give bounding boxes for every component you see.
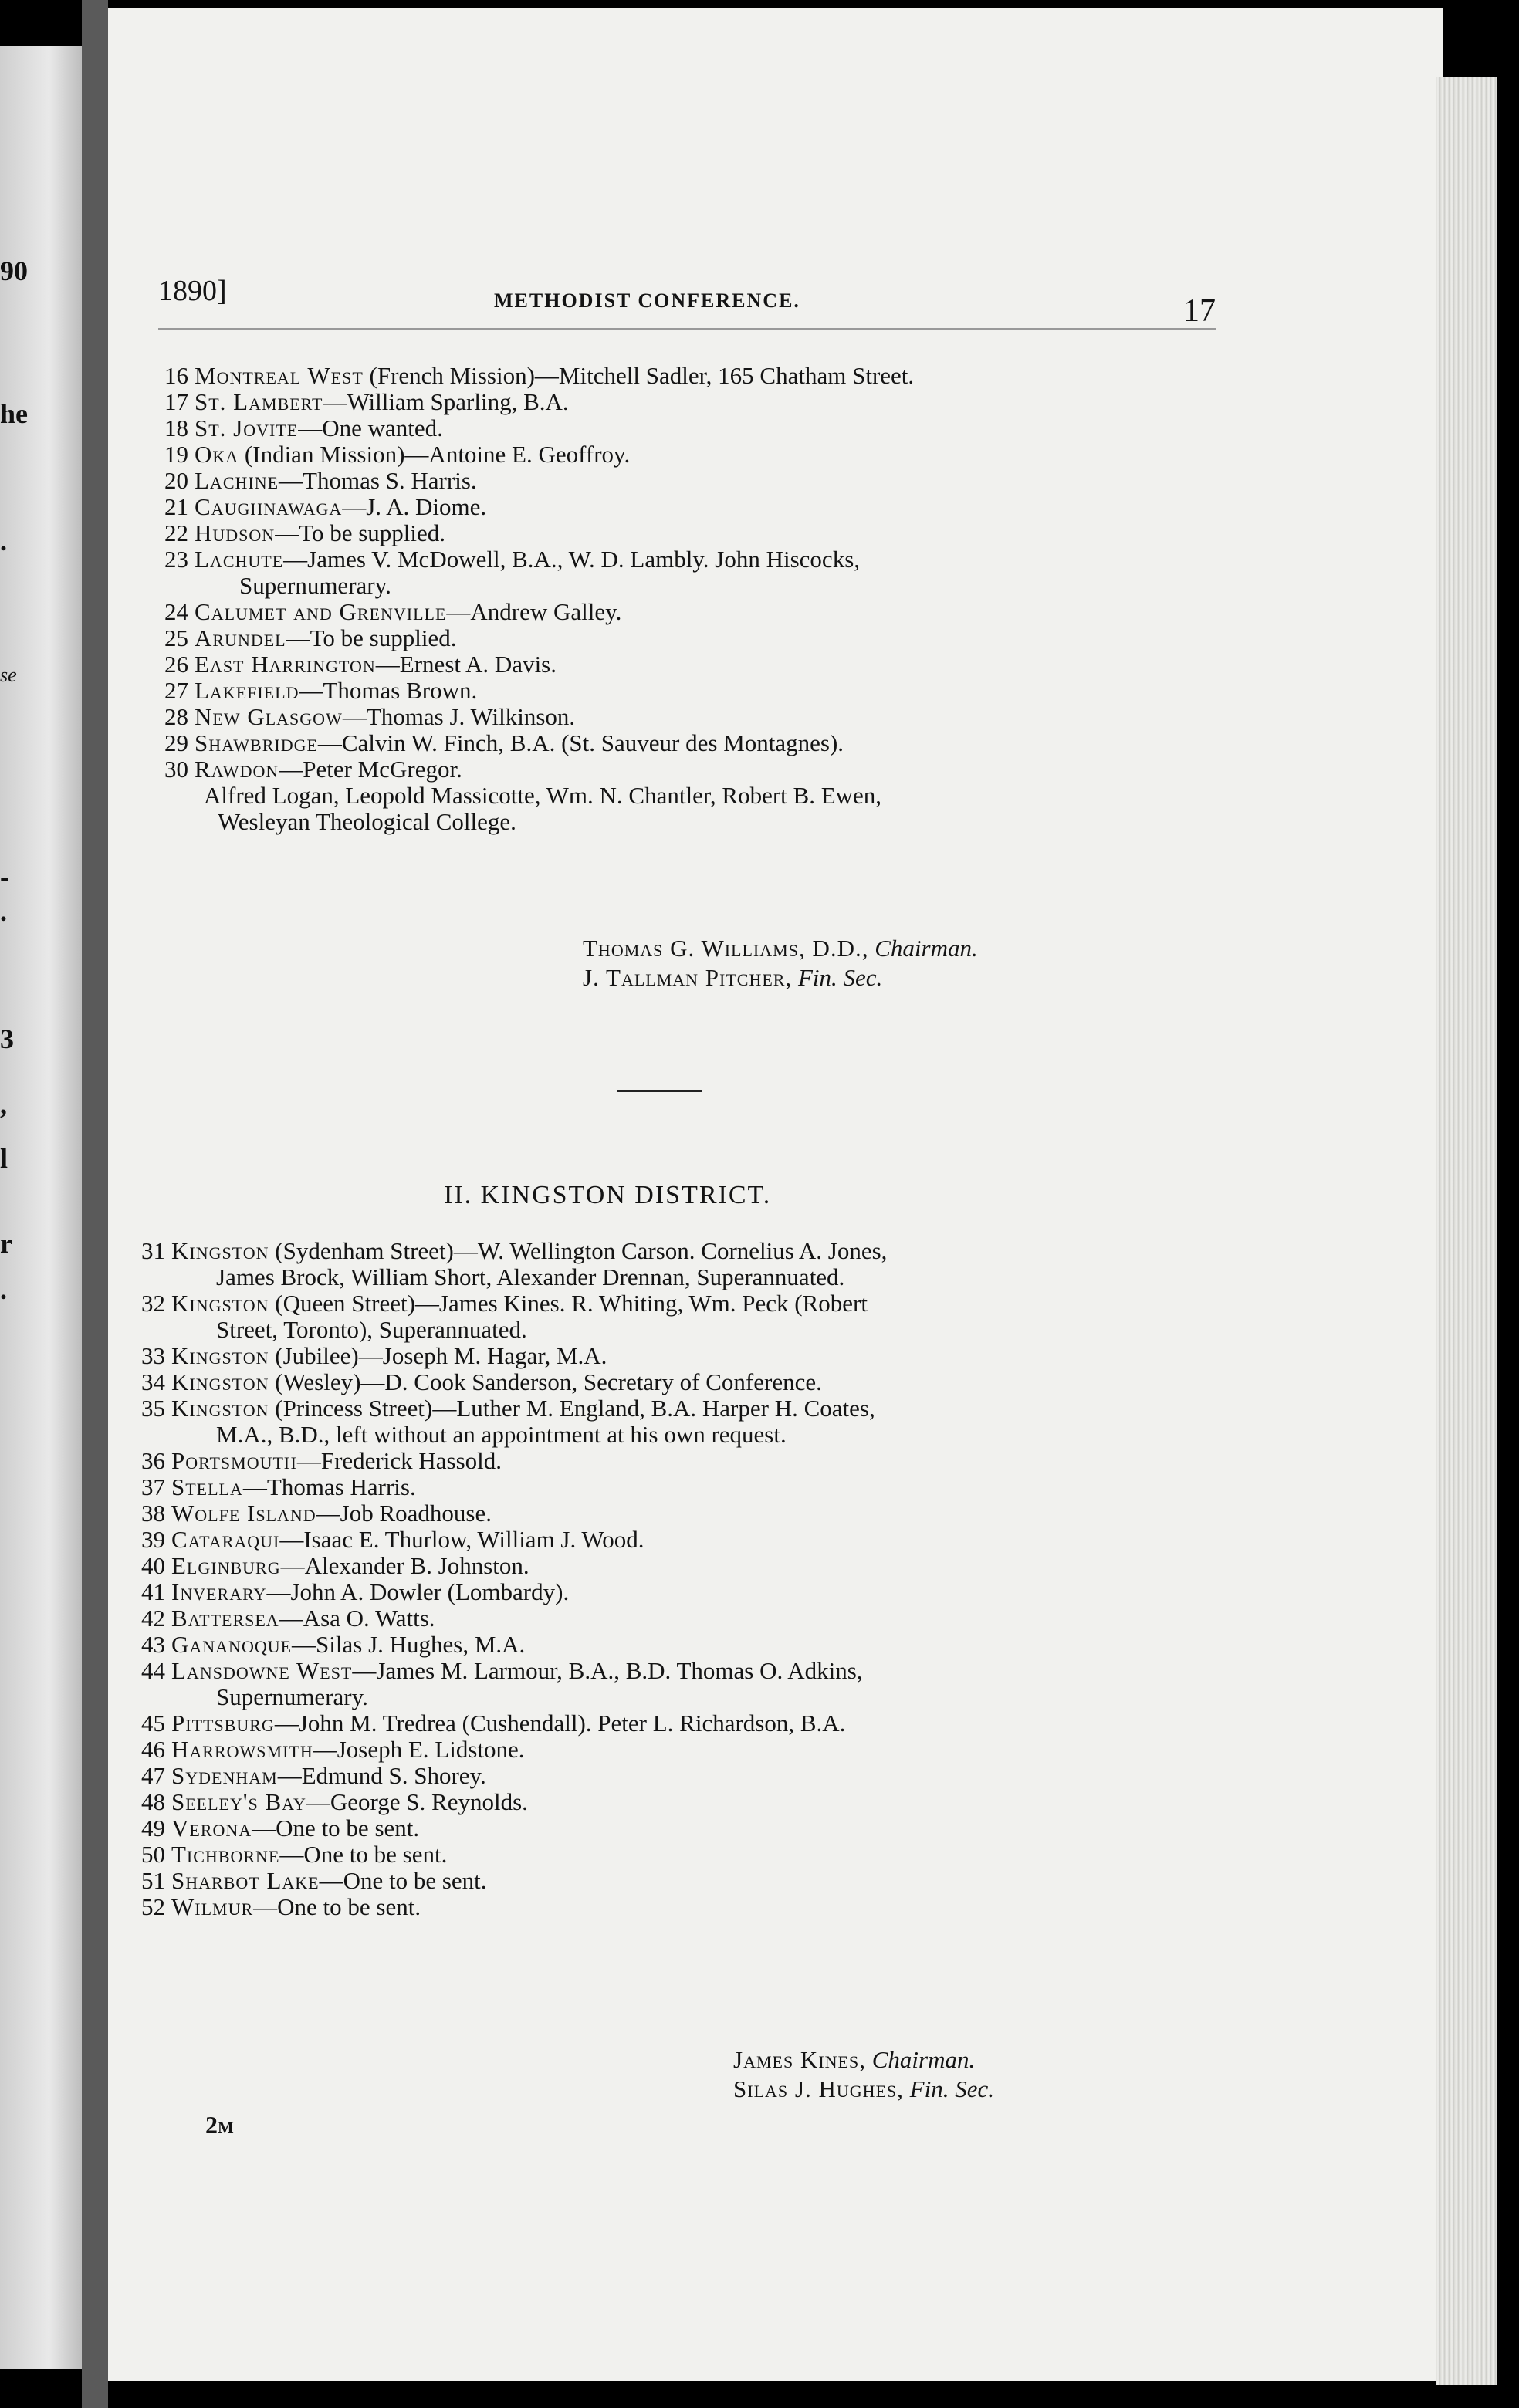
entry-place: Elginburg <box>171 1552 281 1579</box>
montreal-signatures <box>583 934 978 993</box>
signatory-name: Silas J. Hughes, <box>733 2075 904 2102</box>
entry-place: Inverary <box>171 1578 267 1605</box>
entry-number: 46 <box>141 1736 165 1763</box>
entry-place: Montreal West <box>195 362 364 389</box>
signatory-name: J. Tallman Pitcher, <box>583 964 793 991</box>
entry-number: 28 <box>164 703 188 730</box>
entry-number: 37 <box>141 1473 165 1500</box>
entry-text: —Andrew Galley. <box>446 598 622 625</box>
circuit-entry <box>131 1658 1196 1710</box>
entry-number: 32 <box>141 1290 165 1317</box>
circuit-entry <box>154 389 1220 415</box>
entry-place: Kingston <box>171 1237 269 1264</box>
entry-number: 50 <box>141 1841 165 1868</box>
circuit-entry <box>154 520 1220 546</box>
entry-number: 45 <box>141 1710 165 1737</box>
entry-place: St. Jovite <box>195 414 299 441</box>
signatory-name: James Kines, <box>733 2046 866 2073</box>
note-line: Wesleyan Theological College. <box>218 808 516 835</box>
entry-place: Lachine <box>195 467 279 494</box>
entry-place: Stella <box>171 1473 243 1500</box>
entry-number: 38 <box>141 1500 165 1527</box>
entry-place: Rawdon <box>195 756 279 783</box>
entry-number: 30 <box>164 756 188 783</box>
entry-text: —J. A. Diome. <box>342 493 487 520</box>
circuit-entry <box>154 363 1220 389</box>
signature-mark-letter: M <box>218 2118 234 2137</box>
fragment-text: . <box>0 526 7 556</box>
entry-text: —John M. Tredrea (Cushendall). Peter L. Richardson, B.A. <box>274 1710 846 1737</box>
entry-number: 20 <box>164 467 188 494</box>
fragment-text: he <box>0 398 28 429</box>
entry-place: Sharbot Lake <box>171 1867 320 1894</box>
entry-number: 35 <box>141 1395 165 1422</box>
entry-number: 18 <box>164 414 188 441</box>
entry-number: 34 <box>141 1368 165 1395</box>
entry-text: —Job Roadhouse. <box>316 1500 492 1527</box>
circuit-entry <box>131 1527 1196 1553</box>
circuit-entry <box>131 1343 1196 1369</box>
entry-place: Arundel <box>195 624 286 651</box>
entry-number: 33 <box>141 1342 165 1369</box>
entry-continuation: James Brock, William Short, Alexander Drennan, Superannuated. <box>216 1263 845 1290</box>
note-line: Alfred Logan, Leopold Massicotte, Wm. N. Chantler, Robert B. Ewen, <box>204 782 882 809</box>
signature-line <box>733 2045 994 2075</box>
circuit-entry <box>131 1605 1196 1632</box>
circuit-entry <box>131 1789 1196 1815</box>
circuit-entry <box>154 494 1220 520</box>
entry-place: Shawbridge <box>195 729 318 756</box>
entry-number: 43 <box>141 1631 165 1658</box>
circuit-entry <box>131 1815 1196 1842</box>
circuit-entry <box>154 441 1220 468</box>
signatory-name: Thomas G. Williams, D.D., <box>583 935 869 962</box>
entry-place: Gananoque <box>171 1631 293 1658</box>
entry-text: —One to be sent. <box>253 1893 421 1920</box>
entry-text: —James V. McDowell, B.A., W. D. Lambly. John Hiscocks, <box>283 546 861 573</box>
signature-line <box>733 2075 994 2104</box>
circuit-entry <box>131 1500 1196 1527</box>
entry-number: 48 <box>141 1788 165 1815</box>
entry-text: —One to be sent. <box>319 1867 487 1894</box>
entry-text: —Frederick Hassold. <box>296 1447 502 1474</box>
page-number: 17 <box>1183 293 1216 329</box>
entry-text: —One to be sent. <box>279 1841 448 1868</box>
entry-text: —Calvin W. Finch, B.A. (St. Sauveur des Montagnes). <box>317 729 844 756</box>
entry-text: —Thomas J. Wilkinson. <box>342 703 576 730</box>
circuit-entry <box>154 625 1220 651</box>
circuit-entry <box>131 1868 1196 1894</box>
entry-text: —John A. Dowler (Lombardy). <box>266 1578 570 1605</box>
entry-place: Seeley's Bay <box>171 1788 306 1815</box>
entry-text: —One wanted. <box>298 414 443 441</box>
entry-number: 21 <box>164 493 188 520</box>
signature-line <box>583 963 978 993</box>
circuit-entry <box>154 704 1220 730</box>
entry-text: —To be supplied. <box>286 624 457 651</box>
section-title: II. KINGSTON DISTRICT. <box>444 1181 772 1209</box>
entry-number: 47 <box>141 1762 165 1789</box>
entry-place: Caughnawaga <box>195 493 343 520</box>
circuit-entry <box>131 1763 1196 1789</box>
circuit-entry <box>131 1842 1196 1868</box>
circuit-entry <box>154 730 1220 756</box>
entry-number: 31 <box>141 1237 165 1264</box>
fragment-text: l <box>0 1143 8 1174</box>
entry-text: (Queen Street)—James Kines. R. Whiting, Wm. Peck (Robert <box>269 1290 868 1317</box>
fragment-text: - <box>0 861 9 892</box>
circuit-entry <box>154 651 1220 678</box>
entry-continuation: Street, Toronto), Superannuated. <box>216 1316 527 1343</box>
entry-continuation: Supernumerary. <box>239 572 391 599</box>
entry-text: —James M. Larmour, B.A., B.D. Thomas O. Adkins, <box>352 1657 863 1684</box>
signatory-role: Chairman. <box>871 2046 976 2073</box>
entry-place: Lachute <box>195 546 284 573</box>
circuit-entry <box>131 1710 1196 1737</box>
header-year: 1890] <box>158 275 227 307</box>
circuit-entry <box>131 1395 1196 1448</box>
signature-line <box>583 934 978 963</box>
circuit-entry <box>131 1448 1196 1474</box>
college-note <box>154 783 1220 835</box>
entry-place: St. Lambert <box>195 388 323 415</box>
entry-text: —To be supplied. <box>275 519 446 546</box>
circuit-entry <box>154 415 1220 441</box>
entry-continuation: M.A., B.D., left without an appointment at his own request. <box>216 1421 787 1448</box>
entry-number: 29 <box>164 729 188 756</box>
entry-text: —Peter McGregor. <box>279 756 462 783</box>
signature-mark-digit: 2 <box>205 2111 218 2139</box>
circuit-entry <box>131 1632 1196 1658</box>
entry-place: Cataraqui <box>171 1526 280 1553</box>
entry-number: 41 <box>141 1578 165 1605</box>
fragment-text: r <box>0 1228 12 1259</box>
entry-text: (Jubilee)—Joseph M. Hagar, M.A. <box>269 1342 607 1369</box>
entry-place: Hudson <box>195 519 276 546</box>
kingston-entries <box>131 1238 1196 1920</box>
entry-text: —Thomas S. Harris. <box>279 467 477 494</box>
entry-number: 39 <box>141 1526 165 1553</box>
entry-continuation: Supernumerary. <box>216 1683 368 1710</box>
fragment-text: , <box>0 1089 7 1120</box>
circuit-entry <box>131 1369 1196 1395</box>
entry-place: Kingston <box>171 1368 269 1395</box>
entry-text: —Ernest A. Davis. <box>375 651 557 678</box>
entry-place: Lansdowne West <box>171 1657 353 1684</box>
entry-text: —Thomas Harris. <box>242 1473 416 1500</box>
entry-place: Harrowsmith <box>171 1736 313 1763</box>
fragment-text: . <box>0 1274 7 1305</box>
entry-text: —Silas J. Hughes, M.A. <box>292 1631 526 1658</box>
printer-signature-mark <box>205 2111 234 2139</box>
header-title: METHODIST CONFERENCE. <box>494 289 800 312</box>
entry-number: 51 <box>141 1867 165 1894</box>
circuit-entry <box>131 1579 1196 1605</box>
circuit-entry <box>154 468 1220 494</box>
entry-text: (Wesley)—D. Cook Sanderson, Secretary of Conference. <box>269 1368 822 1395</box>
circuit-entry <box>154 599 1220 625</box>
entry-place: Battersea <box>171 1605 279 1632</box>
entry-place: Wolfe Island <box>171 1500 316 1527</box>
entry-text: (French Mission)—Mitchell Sadler, 165 Chatham Street. <box>363 362 915 389</box>
entry-number: 27 <box>164 677 188 704</box>
entry-place: Wilmur <box>171 1893 254 1920</box>
entry-text: —One to be sent. <box>252 1814 420 1842</box>
fragment-text: 90 <box>0 255 28 286</box>
entry-place: New Glasgow <box>195 703 343 730</box>
circuit-entry <box>154 678 1220 704</box>
entry-number: 24 <box>164 598 188 625</box>
circuit-entry <box>131 1290 1196 1343</box>
entry-number: 25 <box>164 624 188 651</box>
fragment-text: se <box>0 664 17 686</box>
signatory-role: Chairman. <box>875 935 978 962</box>
circuit-entry <box>131 1238 1196 1290</box>
entry-place: Calumet and Grenville <box>195 598 447 625</box>
entry-number: 16 <box>164 362 188 389</box>
entry-number: 26 <box>164 651 188 678</box>
circuit-entry <box>131 1553 1196 1579</box>
entry-number: 44 <box>141 1657 165 1684</box>
entry-place: Sydenham <box>171 1762 278 1789</box>
entry-number: 49 <box>141 1814 165 1842</box>
entry-text: —Thomas Brown. <box>299 677 478 704</box>
entry-text: —George S. Reynolds. <box>306 1788 528 1815</box>
entry-number: 36 <box>141 1447 165 1474</box>
entry-number: 52 <box>141 1893 165 1920</box>
entry-place: Kingston <box>171 1342 269 1369</box>
signatory-role: Fin. Sec. <box>797 964 883 991</box>
circuit-entry <box>131 1894 1196 1920</box>
entry-place: Oka <box>195 441 239 468</box>
entry-number: 42 <box>141 1605 165 1632</box>
signatory-role: Fin. Sec. <box>909 2075 994 2102</box>
fragment-text: . <box>0 896 7 927</box>
entry-place: Tichborne <box>171 1841 280 1868</box>
circuit-entry <box>154 756 1220 783</box>
circuit-entry <box>131 1737 1196 1763</box>
entry-text: —Alexander B. Johnston. <box>280 1552 529 1579</box>
entry-text: —Joseph E. Lidstone. <box>313 1736 525 1763</box>
montreal-entries <box>154 363 1220 835</box>
entry-number: 22 <box>164 519 188 546</box>
entry-place: Portsmouth <box>171 1447 297 1474</box>
entry-text: —Isaac E. Thurlow, William J. Wood. <box>279 1526 644 1553</box>
entry-text: —Edmund S. Shorey. <box>277 1762 486 1789</box>
entry-number: 40 <box>141 1552 165 1579</box>
entry-number: 23 <box>164 546 188 573</box>
entry-place: Kingston <box>171 1290 269 1317</box>
entry-text: (Princess Street)—Luther M. England, B.A. Harper H. Coates, <box>269 1395 875 1422</box>
entry-place: Verona <box>171 1814 252 1842</box>
fragment-text: 3 <box>0 1023 14 1054</box>
running-header <box>158 266 1216 328</box>
section-separator <box>617 1090 702 1092</box>
entry-text: (Sydenham Street)—W. Wellington Carson. Cornelius A. Jones, <box>269 1237 888 1264</box>
entry-place: Pittsburg <box>171 1710 275 1737</box>
entry-place: Lakefield <box>195 677 299 704</box>
entry-text: —William Sparling, B.A. <box>323 388 569 415</box>
circuit-entry <box>154 546 1220 599</box>
kingston-signatures <box>733 2045 994 2104</box>
entry-place: East Harrington <box>195 651 376 678</box>
entry-text: —Asa O. Watts. <box>279 1605 435 1632</box>
header-rule <box>158 328 1216 330</box>
circuit-entry <box>131 1474 1196 1500</box>
entry-number: 17 <box>164 388 188 415</box>
entry-text: (Indian Mission)—Antoine E. Geoffroy. <box>239 441 631 468</box>
entry-place: Kingston <box>171 1395 269 1422</box>
entry-number: 19 <box>164 441 188 468</box>
